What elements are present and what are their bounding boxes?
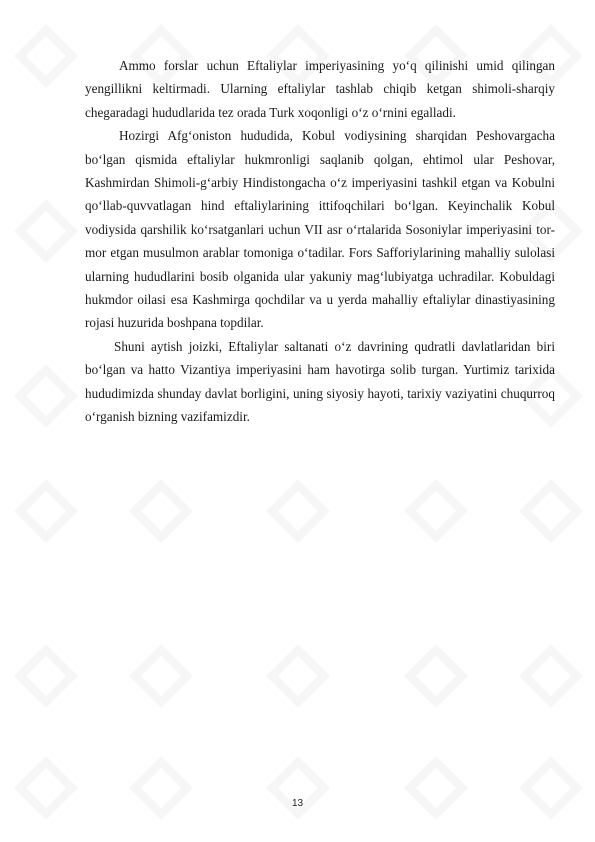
- diamond-watermark-icon: [10, 475, 82, 547]
- diamond-watermark-icon: [10, 195, 82, 267]
- diamond-watermark-icon: [400, 752, 472, 824]
- diamond-watermark-icon: [10, 640, 82, 712]
- diamond-watermark-icon: [515, 475, 587, 547]
- diamond-watermark-icon: [125, 752, 197, 824]
- paragraph-2: Hozirgi Afgʻoniston hududida, Kobul vodiysining sharqidan Peshovargacha boʻlgan qismida eftaliylar hukmronligi saqlanib qolgan, ehtimol ular Peshovar, Kashmirdan Shimoli-gʻarbiy Hindistongacha oʻz imperiyasini tashkil etgan va Kobulni qoʻllab-quvvatlagan hind eftaliylarining ittifoqchilari boʻlgan. Keyinchalik Kobul vodiysida qarshilik koʻrsatganlari uchun VII asr oʻrtalarida Sosoniylar imperiyasini tor-mor etgan musulmon arablar tomoniga oʻtadilar. Fors Safforiylarining mahalliy sulolasi ularning hududlarini bosib olganida ular yakuniy magʻlubiyatga uchradilar. Kobuldagi hukmdor oilasi esa Kashmirga qochdilar va u yerda mahalliy eftaliylar dinastiyasining rojasi huzurida boshpana topdilar.: [85, 128, 555, 331]
- diamond-watermark-icon: [515, 640, 587, 712]
- diamond-watermark-icon: [400, 640, 472, 712]
- paragraph-3: Shuni aytish joizki, Eftaliylar saltanati oʻz davrining qudratli davlatlaridan biri boʻlgan va hatto Vizantiya imperiyasini ham havotirga solib turgan. Yurtimiz tarixida hududimizda shunday davlat borligini, uning siyosiy hayoti, tarixiy vaziyatini chuqurroq oʻrganish bizning vazifamizdir.: [85, 338, 555, 425]
- diamond-watermark-icon: [262, 752, 334, 824]
- diamond-watermark-icon: [262, 475, 334, 547]
- diamond-watermark-icon: [262, 640, 334, 712]
- paragraph-1: Ammo forslar uchun Eftaliylar imperiyasining yoʻq qilinishi umid qilingan yengillikni keltirmadi. Ularning eftaliylar tashlab chiqib ketgan shimoli-sharqiy chegaradagi hududlarida tez orada Turk xoqonligi oʻz oʻrnini egalladi.: [85, 58, 555, 120]
- page-number: 13: [291, 798, 304, 809]
- diamond-watermark-icon: [125, 475, 197, 547]
- document-body: [85, 54, 555, 429]
- diamond-watermark-icon: [10, 752, 82, 824]
- diamond-watermark-icon: [125, 640, 197, 712]
- diamond-watermark-icon: [10, 20, 82, 92]
- diamond-watermark-icon: [400, 475, 472, 547]
- diamond-watermark-icon: [10, 360, 82, 432]
- diamond-watermark-icon: [515, 752, 587, 824]
